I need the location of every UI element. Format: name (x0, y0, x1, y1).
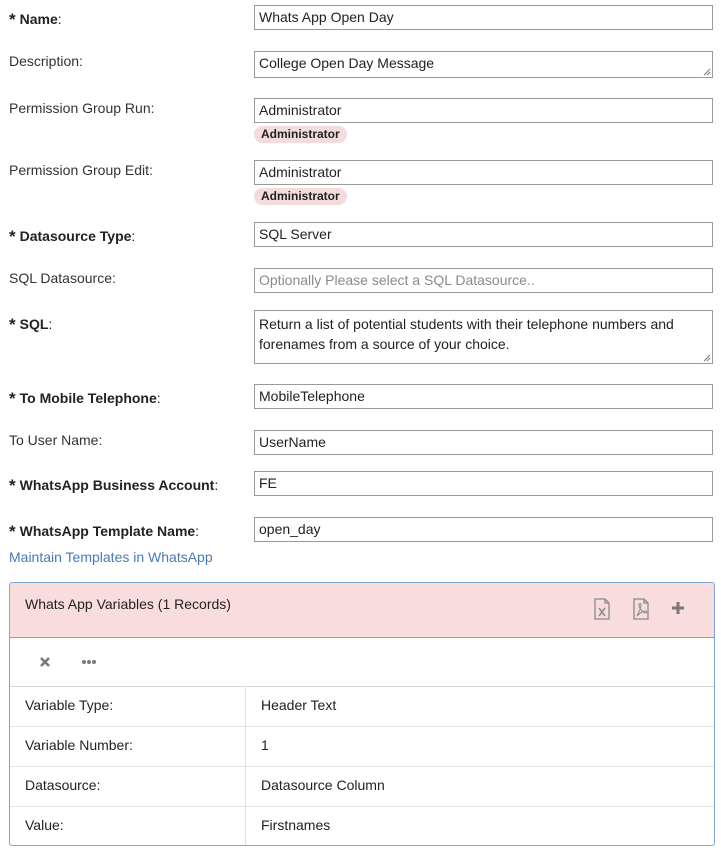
variables-toolbar (10, 639, 714, 687)
variable-number-value: 1 (261, 737, 269, 753)
table-row[interactable] (10, 807, 714, 846)
to-mobile-label: * To Mobile Telephone: (9, 389, 161, 408)
description-label: Description: (9, 53, 83, 69)
permission-edit-tag[interactable]: Administrator (254, 188, 347, 205)
pdf-export-icon[interactable] (631, 598, 651, 620)
sql-input[interactable]: Return a list of potential students with their telephone numbers and forenames from a source of your choice. (254, 310, 713, 364)
name-input[interactable]: Whats App Open Day (254, 5, 713, 30)
permission-run-input[interactable]: Administrator (254, 98, 713, 123)
table-row[interactable] (10, 727, 714, 767)
resize-grip-icon[interactable] (702, 353, 711, 362)
name-label: * Name: (9, 10, 62, 29)
permission-edit-label: Permission Group Edit: (9, 162, 153, 178)
add-icon[interactable] (670, 600, 686, 616)
datasource-type-label: * Datasource Type: (9, 227, 136, 246)
description-input[interactable]: College Open Day Message (254, 51, 713, 78)
value-value: Firstnames (261, 817, 331, 833)
datasource-value: Datasource Column (261, 777, 385, 793)
variable-type-value: Header Text (261, 697, 337, 713)
template-name-input[interactable]: open_day (254, 517, 713, 542)
table-row[interactable] (10, 767, 714, 807)
more-icon[interactable] (81, 659, 97, 665)
variables-panel-title: Whats App Variables (1 Records) (25, 596, 231, 612)
to-user-label: To User Name: (9, 432, 103, 448)
sql-datasource-input[interactable]: Optionally Please select a SQL Datasource.. (254, 268, 713, 293)
permission-edit-input[interactable]: Administrator (254, 160, 713, 185)
variable-number-label: Variable Number: (25, 737, 133, 753)
sql-datasource-label: SQL Datasource: (9, 270, 116, 286)
permission-run-tag[interactable]: Administrator (254, 126, 347, 143)
variables-panel-header (10, 583, 714, 638)
excel-export-icon[interactable] (592, 598, 612, 620)
variable-type-label: Variable Type: (25, 697, 114, 713)
permission-run-label: Permission Group Run: (9, 100, 155, 116)
maintain-templates-link[interactable]: Maintain Templates in WhatsApp (9, 549, 213, 565)
to-user-input[interactable]: UserName (254, 430, 713, 455)
datasource-label: Datasource: (25, 777, 101, 793)
table-row[interactable] (10, 687, 714, 727)
datasource-type-input[interactable]: SQL Server (254, 222, 713, 247)
to-mobile-input[interactable]: MobileTelephone (254, 384, 713, 409)
sql-label: * SQL: (9, 315, 53, 334)
delete-icon[interactable] (39, 656, 51, 668)
variables-panel (9, 582, 715, 846)
value-label: Value: (25, 817, 64, 833)
business-account-label: * WhatsApp Business Account: (9, 476, 219, 495)
business-account-input[interactable]: FE (254, 471, 713, 496)
resize-grip-icon[interactable] (702, 67, 711, 76)
template-name-label: * WhatsApp Template Name: (9, 522, 200, 541)
